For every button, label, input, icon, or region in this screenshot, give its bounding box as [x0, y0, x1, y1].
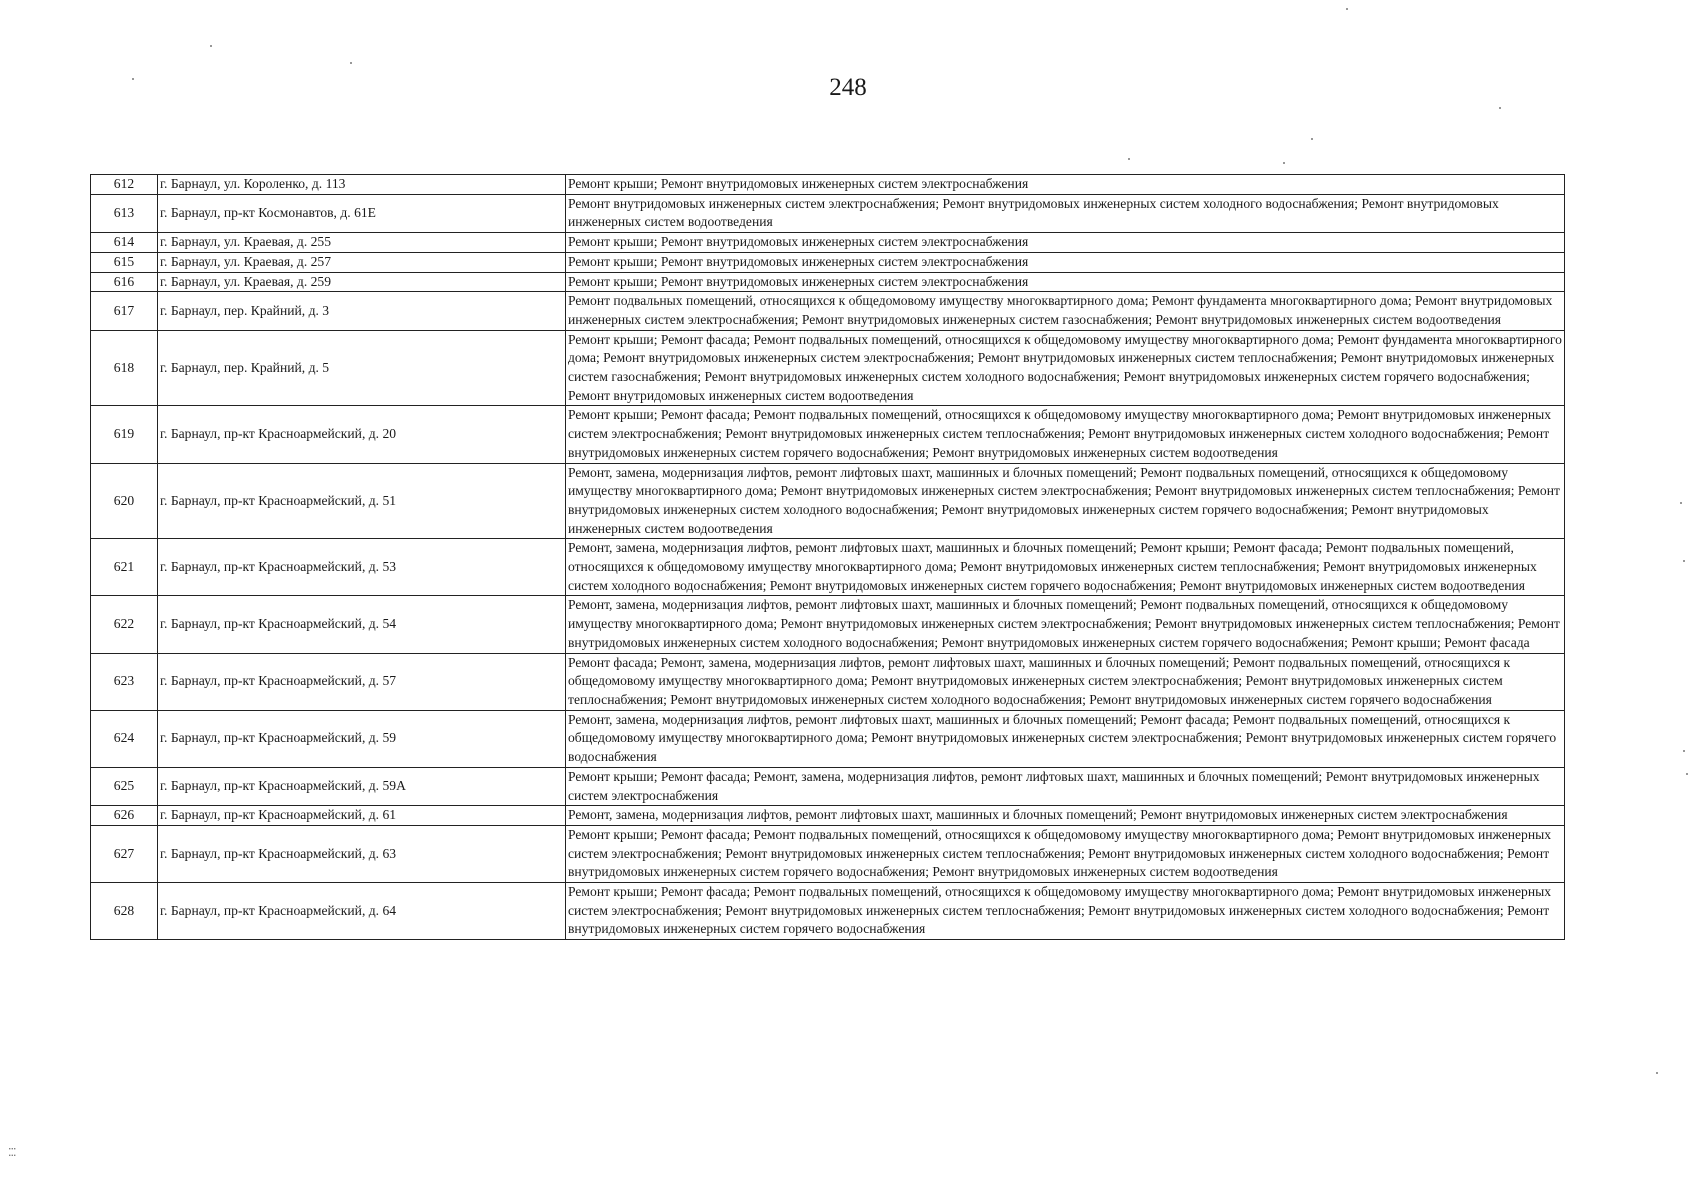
row-number: 628	[91, 883, 158, 940]
row-number: 616	[91, 272, 158, 292]
row-number: 615	[91, 252, 158, 272]
table-row	[91, 767, 1565, 805]
row-number: 617	[91, 292, 158, 330]
table-row	[91, 194, 1565, 232]
row-address: г. Барнаул, пр-кт Красноармейский, д. 61	[158, 806, 566, 826]
row-address: г. Барнаул, пр-кт Красноармейский, д. 54	[158, 596, 566, 653]
row-number: 612	[91, 175, 158, 195]
row-number: 614	[91, 233, 158, 253]
row-works: Ремонт, замена, модернизация лифтов, ремонт лифтовых шахт, машинных и блочных помещений; Ремонт подвальных помещений, относящихся к общедомовому имуществу многоквартирного дома; Ремонт внутридомовых инженерных систем электроснабжения; Ремонт внутридомовых инженерных систем теплоснабжения; Ремонт внутридомовых инженерных систем холодного водоснабжения; Ремонт внутридомовых инженерных систем горячего водоснабжения; Ремонт внутридомовых инженерных систем водоотведения	[566, 463, 1565, 539]
row-address: г. Барнаул, пер. Крайний, д. 3	[158, 292, 566, 330]
row-works: Ремонт внутридомовых инженерных систем электроснабжения; Ремонт внутридомовых инженерных систем холодного водоснабжения; Ремонт внутридомовых инженерных систем водоотведения	[566, 194, 1565, 232]
row-address: г. Барнаул, пр-кт Красноармейский, д. 64	[158, 883, 566, 940]
table-row	[91, 539, 1565, 596]
table-row	[91, 883, 1565, 940]
row-number: 625	[91, 767, 158, 805]
row-number: 613	[91, 194, 158, 232]
table-row	[91, 330, 1565, 406]
scan-speck	[132, 78, 134, 80]
row-number: 623	[91, 653, 158, 710]
row-number: 619	[91, 406, 158, 463]
row-works: Ремонт крыши; Ремонт внутридомовых инженерных систем электроснабжения	[566, 233, 1565, 253]
row-number: 627	[91, 825, 158, 882]
page-number: 248	[829, 74, 867, 101]
row-address: г. Барнаул, пр-кт Красноармейский, д. 20	[158, 406, 566, 463]
scan-speck	[1128, 158, 1130, 160]
scan-speck	[1283, 162, 1285, 164]
row-works: Ремонт, замена, модернизация лифтов, ремонт лифтовых шахт, машинных и блочных помещений; Ремонт внутридомовых инженерных систем электроснабжения	[566, 806, 1565, 826]
row-works: Ремонт, замена, модернизация лифтов, ремонт лифтовых шахт, машинных и блочных помещений; Ремонт фасада; Ремонт подвальных помещений, относящихся к общедомовому имуществу многоквартирного дома; Ремонт внутридомовых инженерных систем электроснабжения; Ремонт внутридомовых инженерных систем горячего водоснабжения	[566, 710, 1565, 767]
row-number: 618	[91, 330, 158, 406]
table-row	[91, 233, 1565, 253]
row-works: Ремонт, замена, модернизация лифтов, ремонт лифтовых шахт, машинных и блочных помещений; Ремонт подвальных помещений, относящихся к общедомовому имуществу многоквартирного дома; Ремонт внутридомовых инженерных систем электроснабжения; Ремонт внутридомовых инженерных систем теплоснабжения; Ремонт внутридомовых инженерных систем холодного водоснабжения; Ремонт внутридомовых инженерных систем горячего водоснабжения; Ремонт крыши; Ремонт фасада	[566, 596, 1565, 653]
repair-registry-table	[90, 174, 1565, 940]
row-works: Ремонт крыши; Ремонт внутридомовых инженерных систем электроснабжения	[566, 272, 1565, 292]
row-works: Ремонт крыши; Ремонт фасада; Ремонт подвальных помещений, относящихся к общедомовому имуществу многоквартирного дома; Ремонт внутридомовых инженерных систем электроснабжения; Ремонт внутридомовых инженерных систем теплоснабжения; Ремонт внутридомовых инженерных систем холодного водоснабжения; Ремонт внутридомовых инженерных систем горячего водоснабжения; Ремонт внутридомовых инженерных систем водоотведения	[566, 825, 1565, 882]
scan-speck	[210, 45, 212, 47]
row-works: Ремонт фасада; Ремонт, замена, модернизация лифтов, ремонт лифтовых шахт, машинных и блочных помещений; Ремонт подвальных помещений, относящихся к общедомовому имуществу многоквартирного дома; Ремонт внутридомовых инженерных систем электроснабжения; Ремонт внутридомовых инженерных систем теплоснабжения; Ремонт внутридомовых инженерных систем холодного водоснабжения; Ремонт внутридомовых инженерных систем горячего водоснабжения	[566, 653, 1565, 710]
row-number: 621	[91, 539, 158, 596]
row-address: г. Барнаул, ул. Краевая, д. 257	[158, 252, 566, 272]
row-address: г. Барнаул, пр-кт Красноармейский, д. 59	[158, 710, 566, 767]
row-address: г. Барнаул, пр-кт Красноармейский, д. 59А	[158, 767, 566, 805]
row-works: Ремонт крыши; Ремонт внутридомовых инженерных систем электроснабжения	[566, 175, 1565, 195]
registry-body	[91, 175, 1565, 940]
row-works: Ремонт крыши; Ремонт внутридомовых инженерных систем электроснабжения	[566, 252, 1565, 272]
row-address: г. Барнаул, пер. Крайний, д. 5	[158, 330, 566, 406]
row-address: г. Барнаул, пр-кт Красноармейский, д. 51	[158, 463, 566, 539]
row-address: г. Барнаул, пр-кт Красноармейский, д. 53	[158, 539, 566, 596]
row-number: 626	[91, 806, 158, 826]
row-works: Ремонт, замена, модернизация лифтов, ремонт лифтовых шахт, машинных и блочных помещений; Ремонт крыши; Ремонт фасада; Ремонт подвальных помещений, относящихся к общедомовому имуществу многоквартирного дома; Ремонт внутридомовых инженерных систем теплоснабжения; Ремонт внутридомовых инженерных систем холодного водоснабжения; Ремонт внутридомовых инженерных систем горячего водоснабжения; Ремонт внутридомовых инженерных систем водоотведения	[566, 539, 1565, 596]
row-address: г. Барнаул, ул. Короленко, д. 113	[158, 175, 566, 195]
row-address: г. Барнаул, ул. Краевая, д. 259	[158, 272, 566, 292]
row-number: 622	[91, 596, 158, 653]
scan-speck	[1686, 773, 1688, 775]
row-works: Ремонт крыши; Ремонт фасада; Ремонт, замена, модернизация лифтов, ремонт лифтовых шахт, машинных и блочных помещений; Ремонт внутридомовых инженерных систем электроснабжения	[566, 767, 1565, 805]
table-row	[91, 272, 1565, 292]
row-works: Ремонт крыши; Ремонт фасада; Ремонт подвальных помещений, относящихся к общедомовому имуществу многоквартирного дома; Ремонт внутридомовых инженерных систем электроснабжения; Ремонт внутридомовых инженерных систем теплоснабжения; Ремонт внутридомовых инженерных систем холодного водоснабжения; Ремонт внутридомовых инженерных систем горячего водоснабжения	[566, 883, 1565, 940]
scan-speck	[1683, 750, 1685, 752]
row-number: 624	[91, 710, 158, 767]
row-works: Ремонт крыши; Ремонт фасада; Ремонт подвальных помещений, относящихся к общедомовому имуществу многоквартирного дома; Ремонт фундамента многоквартирного дома; Ремонт внутридомовых инженерных систем электроснабжения; Ремонт внутридомовых инженерных систем теплоснабжения; Ремонт внутридомовых инженерных систем газоснабжения; Ремонт внутридомовых инженерных систем холодного водоснабжения; Ремонт внутридомовых инженерных систем горячего водоснабжения; Ремонт внутридомовых инженерных систем водоотведения	[566, 330, 1565, 406]
table-row	[91, 252, 1565, 272]
scan-speck	[1683, 560, 1685, 562]
table-row	[91, 292, 1565, 330]
scan-speck	[1346, 8, 1348, 10]
table-row	[91, 406, 1565, 463]
table-row	[91, 175, 1565, 195]
table-row	[91, 653, 1565, 710]
table-row	[91, 596, 1565, 653]
scan-mark: ⁚⁚⁚	[8, 1147, 16, 1159]
table-row	[91, 825, 1565, 882]
row-address: г. Барнаул, пр-кт Красноармейский, д. 63	[158, 825, 566, 882]
scan-speck	[1499, 107, 1501, 109]
row-address: г. Барнаул, ул. Краевая, д. 255	[158, 233, 566, 253]
table-row	[91, 463, 1565, 539]
scan-speck	[350, 62, 352, 64]
scan-speck	[1680, 502, 1682, 504]
row-address: г. Барнаул, пр-кт Красноармейский, д. 57	[158, 653, 566, 710]
scan-speck	[1311, 138, 1313, 140]
scan-speck	[1656, 1072, 1658, 1074]
table-row	[91, 710, 1565, 767]
row-works: Ремонт крыши; Ремонт фасада; Ремонт подвальных помещений, относящихся к общедомовому имуществу многоквартирного дома; Ремонт внутридомовых инженерных систем электроснабжения; Ремонт внутридомовых инженерных систем теплоснабжения; Ремонт внутридомовых инженерных систем холодного водоснабжения; Ремонт внутридомовых инженерных систем горячего водоснабжения; Ремонт внутридомовых инженерных систем водоотведения	[566, 406, 1565, 463]
row-works: Ремонт подвальных помещений, относящихся к общедомовому имуществу многоквартирного дома; Ремонт фундамента многоквартирного дома; Ремонт внутридомовых инженерных систем электроснабжения; Ремонт внутридомовых инженерных систем газоснабжения; Ремонт внутридомовых инженерных систем водоотведения	[566, 292, 1565, 330]
table-row	[91, 806, 1565, 826]
row-address: г. Барнаул, пр-кт Космонавтов, д. 61Е	[158, 194, 566, 232]
row-number: 620	[91, 463, 158, 539]
